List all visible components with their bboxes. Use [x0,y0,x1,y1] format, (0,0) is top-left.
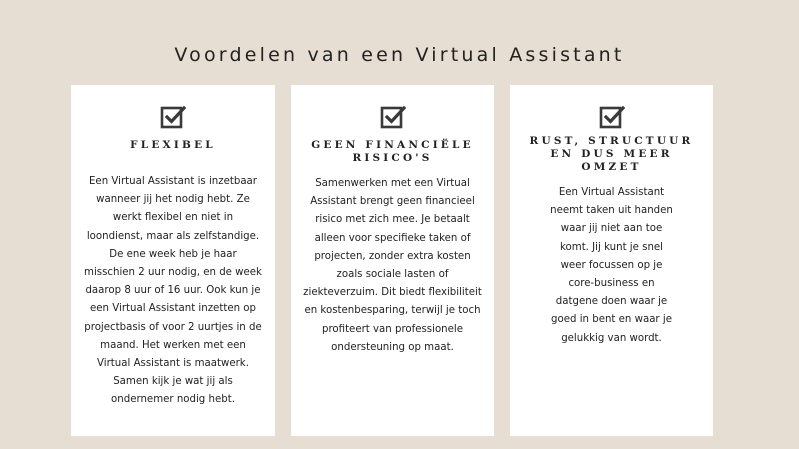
card-body: Een Virtual Assistant neemt taken uit handen waar jij niet aan toe komt. Jij kunt je snel weer focussen op je core-business en datgene doen waar je goed in bent en waar je gelukkig van wordt. [550,187,673,344]
card-title: GEEN FINANCIËLE RISICO'S [311,139,474,164]
card-body: Een Virtual Assistant is inzetbaar wanneer jij het nodig hebt. Ze werkt flexibel en niet in loondienst, maar als zelfstandige. De ene week heb je haar misschien 2 uur nodig, en de week daarop 8 uur of 16 uur. Ook kun je een Virtual Assistant inzetten op projectbasis of voor 2 uurtjes in de maand. Het werken met een Virtual Assistant is maatwerk. Samen kijk je wat jij als ondernemer nodig hebt. [84,176,262,406]
checkbox-checked-icon [380,104,406,130]
checkbox-checked-icon [160,104,186,130]
benefit-card-rust-structuur [510,85,713,436]
page-title: Voordelen van een Virtual Assistant [174,44,625,66]
card-title: FLEXIBEL [130,139,216,151]
card-body: Samenwerken met een Virtual Assistant brengt geen financieel risico met zich mee. Je betaalt alleen voor specifieke taken of projecten, zonder extra kosten zoals sociale lasten of ziekteverzuim. Dit biedt flexibiliteit en kostenbesparing, terwijl je toch profiteert van professionele ondersteuning op maat. [303,178,482,353]
checkbox-checked-icon [599,104,625,130]
benefit-card-flexibel [71,85,275,436]
benefit-card-geen-financiele-risicos [291,85,494,436]
card-title: RUST, STRUCTUUR EN DUS MEER OMZET [529,135,694,173]
